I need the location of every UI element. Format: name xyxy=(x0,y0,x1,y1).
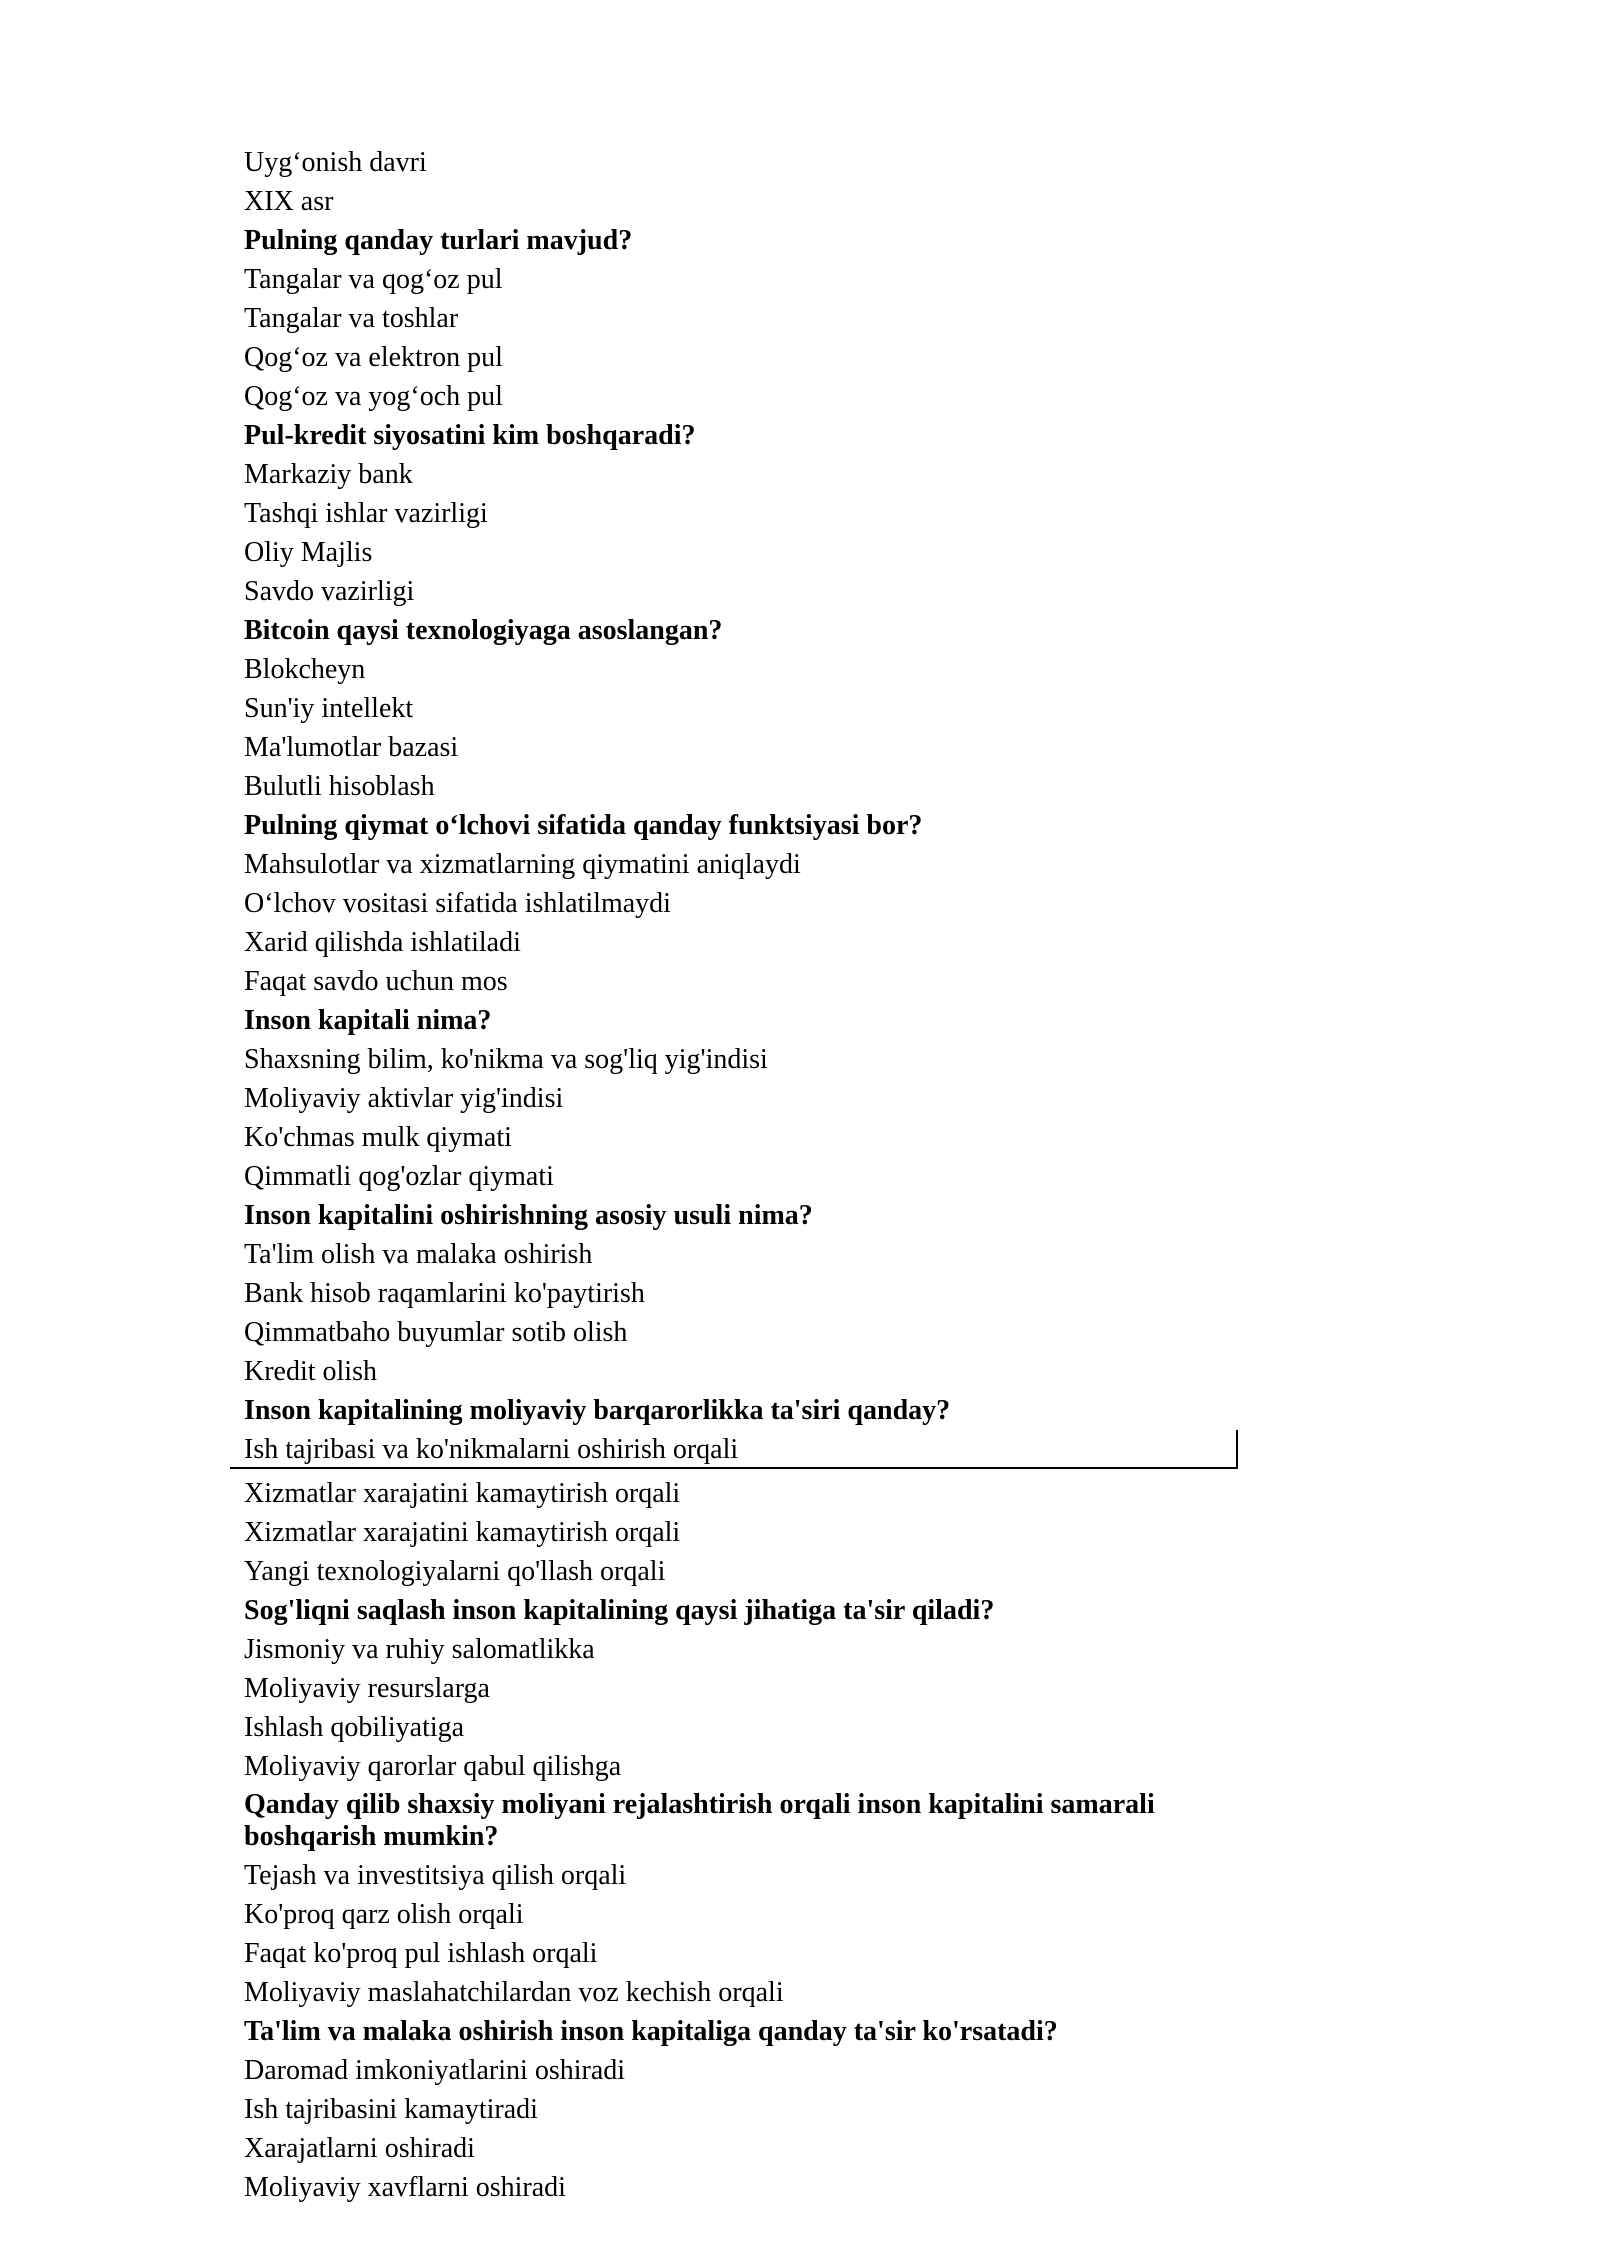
answer-option: Yangi texnologiyalarni qo'llash orqali xyxy=(244,1556,666,1587)
question-text: Inson kapitalining moliyaviy barqarorlikka ta'siri qanday? xyxy=(244,1395,951,1426)
answer-option: Qog‘oz va elektron pul xyxy=(244,342,503,373)
answer-option: Sun'iy intellekt xyxy=(244,693,414,724)
answer-option: O‘lchov vositasi sifatida ishlatilmaydi xyxy=(244,888,671,919)
answer-option: Moliyaviy aktivlar yig'indisi xyxy=(244,1083,564,1114)
question-text: Bitcoin qaysi texnologiyaga asoslangan? xyxy=(244,615,723,646)
question-text: Qanday qilib shaxsiy moliyani rejalashtirish orqali inson kapitalini samarali boshqarish mumkin? xyxy=(244,1789,1155,1852)
answer-option: Moliyaviy qarorlar qabul qilishga xyxy=(244,1751,622,1782)
answer-option: XIX asr xyxy=(244,186,334,217)
answer-option: Xarajatlarni oshiradi xyxy=(244,2133,475,2164)
answer-option: Qimmatbaho buyumlar sotib olish xyxy=(244,1317,628,1348)
answer-option: Faqat ko'proq pul ishlash orqali xyxy=(244,1938,598,1969)
answer-option: Ta'lim olish va malaka oshirish xyxy=(244,1239,593,1270)
question-text: Sog'liqni saqlash inson kapitalining qaysi jihatiga ta'sir qiladi? xyxy=(244,1595,995,1626)
answer-option: Ishlash qobiliyatiga xyxy=(244,1712,465,1743)
question-text: Pulning qiymat o‘lchovi sifatida qanday funktsiyasi bor? xyxy=(244,810,923,841)
question-text: Pulning qanday turlari mavjud? xyxy=(244,225,633,256)
answer-option: Daromad imkoniyatlarini oshiradi xyxy=(244,2055,626,2086)
answer-option: Jismoniy va ruhiy salomatlikka xyxy=(244,1634,595,1665)
answer-option: Faqat savdo uchun mos xyxy=(244,966,508,997)
answer-option: Moliyaviy maslahatchilardan voz kechish orqali xyxy=(244,1977,784,2008)
question-text: Inson kapitali nima? xyxy=(244,1005,492,1036)
answer-option: Savdo vazirligi xyxy=(244,576,415,607)
quiz-content xyxy=(244,143,1244,2207)
answer-option: Shaxsning bilim, ko'nikma va sog'liq yig'indisi xyxy=(244,1044,768,1075)
answer-option: Xarid qilishda ishlatiladi xyxy=(244,927,521,958)
answer-option: Moliyaviy xavflarni oshiradi xyxy=(244,2172,566,2203)
answer-option: Uyg‘onish davri xyxy=(244,147,427,178)
question-text: Pul-kredit siyosatini kim boshqaradi? xyxy=(244,420,696,451)
question-text: Ta'lim va malaka oshirish inson kapitaliga qanday ta'sir ko'rsatadi? xyxy=(244,2016,1058,2047)
answer-option: Qog‘oz va yog‘och pul xyxy=(244,381,503,412)
answer-option: Qimmatli qog'ozlar qiymati xyxy=(244,1161,554,1192)
answer-option: Mahsulotlar va xizmatlarning qiymatini aniqlaydi xyxy=(244,849,801,880)
answer-option: Ko'chmas mulk qiymati xyxy=(244,1122,512,1153)
answer-option: Tangalar va toshlar xyxy=(244,303,459,334)
answer-option: Xizmatlar xarajatini kamaytirish orqali xyxy=(244,1478,681,1509)
answer-option: Markaziy bank xyxy=(244,459,413,490)
answer-option: Blokcheyn xyxy=(244,654,366,685)
answer-option-boxed: Ish tajribasi va ko'nikmalarni oshirish orqali xyxy=(230,1430,1238,1469)
answer-option: Ko'proq qarz olish orqali xyxy=(244,1899,524,1930)
answer-option: Bulutli hisoblash xyxy=(244,771,435,802)
answer-option: Moliyaviy resurslarga xyxy=(244,1673,490,1704)
answer-option: Bank hisob raqamlarini ko'paytirish xyxy=(244,1278,645,1309)
question-text: Inson kapitalini oshirishning asosiy usuli nima? xyxy=(244,1200,813,1231)
answer-option: Tashqi ishlar vazirligi xyxy=(244,498,488,529)
answer-option: Kredit olish xyxy=(244,1356,377,1387)
answer-option: Tangalar va qog‘oz pul xyxy=(244,264,503,295)
answer-option: Tejash va investitsiya qilish orqali xyxy=(244,1860,627,1891)
answer-option: Ish tajribasini kamaytiradi xyxy=(244,2094,538,2125)
answer-option: Oliy Majlis xyxy=(244,537,373,568)
answer-option: Xizmatlar xarajatini kamaytirish orqali xyxy=(244,1517,681,1548)
answer-option: Ma'lumotlar bazasi xyxy=(244,732,459,763)
